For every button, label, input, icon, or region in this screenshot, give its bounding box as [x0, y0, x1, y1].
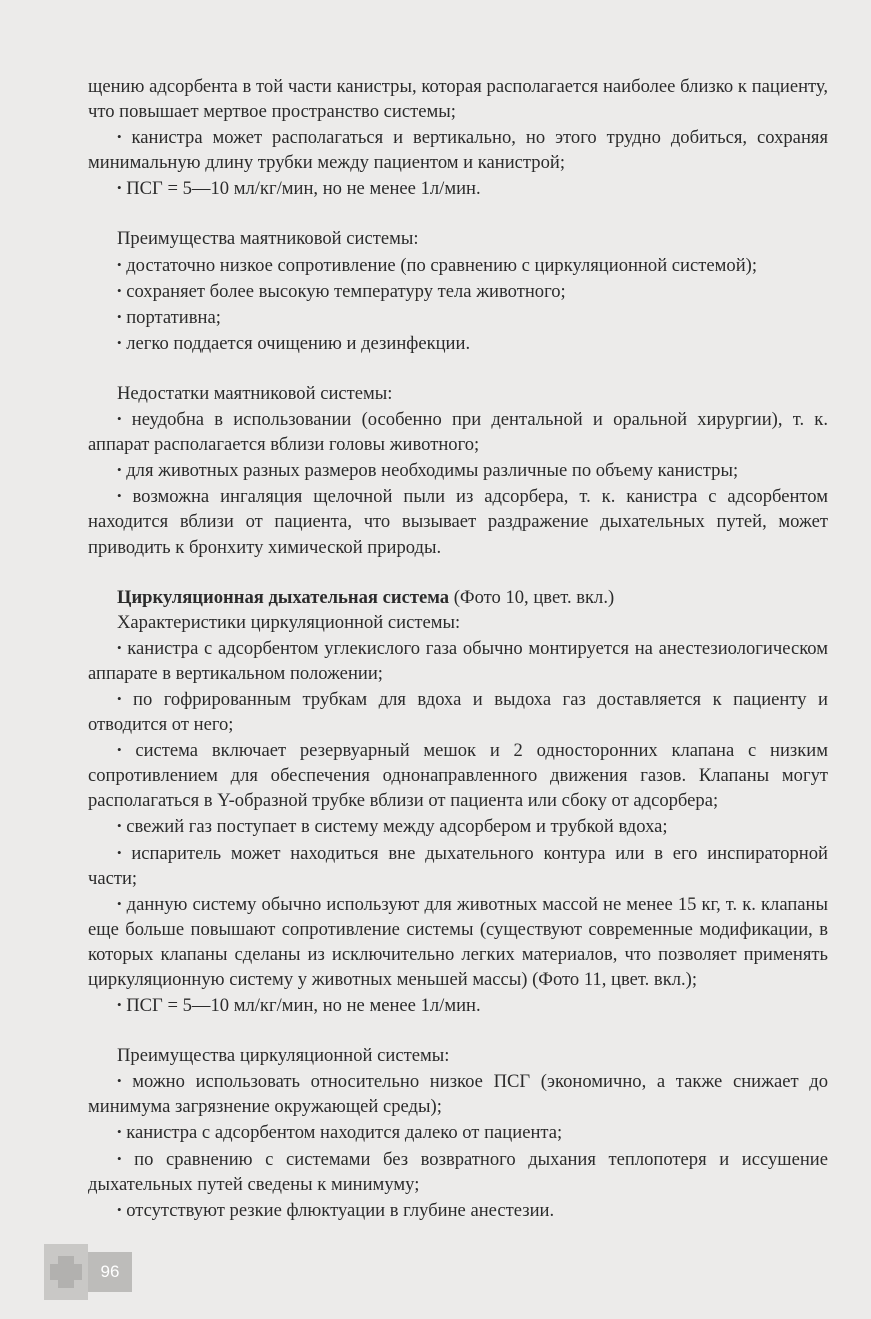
bullet-icon: •: [117, 129, 122, 145]
bullet-item: [88, 457, 828, 483]
page-footer: [44, 1244, 132, 1300]
paragraph-text: достаточно низкое сопротивление (по сравнению с циркуляционной системой);: [126, 254, 758, 276]
paragraph-text: щению адсорбента в той части канистры, которая располагается наиболее близко к пациенту, что повышает мертвое пространство системы;: [88, 76, 828, 123]
page-number: 96: [100, 1262, 120, 1281]
paragraph: [88, 381, 828, 406]
bullet-item: [88, 304, 828, 330]
paragraph-text: по сравнению с системами без возвратного дыхания теплопотеря и иссушение дыхательных путей сведены к минимуму;: [88, 1148, 828, 1195]
paragraph-text: Преимущества циркуляционной системы:: [117, 1045, 450, 1067]
bullet-item: [88, 686, 828, 737]
publisher-logo: [44, 1244, 88, 1300]
bullet-icon: •: [117, 411, 122, 427]
bullet-icon: •: [117, 742, 122, 758]
bullet-icon: •: [117, 462, 122, 478]
bullet-item: [88, 1119, 828, 1145]
paragraph-text: данную систему обычно используют для животных массой не менее 15 кг, т. к. клапаны еще больше повышают сопротивление системы (существуют современные модификации, в которых клапаны сделаны из исключительно легких материалов, что позволяет применять циркуляционную систему у животных меньшей массы) (Фото 11, цвет. вкл.);: [88, 893, 828, 990]
paragraph-text: испаритель может находиться вне дыхательного контура или в его инспираторной части;: [88, 842, 829, 889]
bullet-icon: •: [117, 488, 122, 504]
bullet-icon: •: [117, 818, 122, 834]
paragraph-text: по гофрированным трубкам для вдоха и выдоха газ доставляется к пациенту и отводится от него;: [88, 688, 828, 736]
paragraph-text: Характеристики циркуляционной системы:: [117, 611, 461, 633]
paragraph-text: система включает резервуарный мешок и 2 односторонних клапана с низким сопротивлением для обеспечения однонаправленного движения газов. Клапаны могут располагаться в Y-образной трубке вблизи от пациента или сбоку от адсорбера;: [88, 740, 828, 812]
bullet-icon: •: [117, 1201, 122, 1217]
paragraph-text: для животных разных размеров необходимы различные по объему канистры;: [126, 460, 739, 482]
bullet-item: [88, 406, 828, 457]
paragraph-text: канистра с адсорбентом углекислого газа обычно монтируется на анестезиологическом аппарате в вертикальном положении;: [88, 637, 828, 684]
section-heading-paragraph: [88, 585, 828, 610]
bullet-item: [88, 483, 828, 559]
bullet-icon: •: [117, 308, 122, 324]
bullet-icon: •: [117, 997, 122, 1013]
paragraph-text: портативна;: [126, 306, 221, 328]
paragraph-gap: [88, 356, 828, 381]
paragraph-text: можно использовать относительно низкое ПСГ (экономично, а также снижает до минимума загрязнение окружающей среды);: [88, 1071, 829, 1118]
paragraph-text: сохраняет более высокую температуру тела животного;: [126, 280, 566, 302]
paragraph: [88, 74, 828, 124]
bullet-item: [88, 891, 828, 992]
bullet-icon: •: [117, 844, 122, 860]
bullet-icon: •: [117, 256, 122, 272]
bullet-icon: •: [117, 282, 122, 298]
paragraph-text: Недостатки маятниковой системы:: [117, 382, 393, 404]
bullet-icon: •: [117, 1124, 122, 1140]
bullet-item: [88, 330, 828, 356]
paragraph-text: возможна ингаляция щелочной пыли из адсорбера, т. к. канистра с адсорбентом находится вблизи от пациента, что вызывает раздражение дыхательных путей, может приводить к бронхиту химической природы.: [88, 486, 828, 558]
bullet-item: [88, 992, 828, 1018]
bullet-icon: •: [117, 1150, 122, 1166]
bullet-icon: •: [117, 180, 122, 196]
paragraph-gap: [88, 560, 828, 585]
bullet-icon: •: [117, 639, 122, 655]
bullet-icon: •: [117, 895, 122, 911]
bullet-item: [88, 635, 828, 686]
paragraph: [88, 610, 828, 635]
bullet-item: [88, 737, 828, 813]
page-body: [88, 74, 828, 1223]
paragraph-text: канистра с адсорбентом находится далеко от пациента;: [126, 1122, 563, 1144]
bullet-item: [88, 278, 828, 304]
bullet-item: [88, 124, 828, 175]
paragraph: [88, 226, 828, 251]
paragraph: [88, 1043, 828, 1068]
bullet-item: [88, 1197, 828, 1223]
bullet-item: [88, 1068, 828, 1119]
section-heading: Циркуляционная дыхательная система: [117, 586, 450, 608]
paragraph-text: ПСГ = 5—10 мл/кг/мин, но не менее 1л/мин.: [126, 178, 481, 200]
paragraph-text: легко поддается очищению и дезинфекции.: [126, 332, 471, 354]
paragraph-text: неудобна в использовании (особенно при дентальной и оральной хирургии), т. к. аппарат располагается вблизи головы животного;: [88, 409, 828, 456]
bullet-item: [88, 840, 828, 891]
paragraph-text: Преимущества маятниковой системы:: [117, 228, 419, 250]
paragraph-text: канистра может располагаться и вертикально, но этого трудно добиться, сохраняя минимальную длину трубки между пациентом и канистрой;: [88, 127, 828, 174]
paragraph-gap: [88, 1018, 828, 1043]
paragraph-text: (Фото 10, цвет. вкл.): [449, 586, 615, 608]
bullet-icon: •: [117, 690, 122, 706]
paragraph-gap: [88, 201, 828, 226]
paragraph-text: свежий газ поступает в систему между адсорбером и трубкой вдоха;: [126, 816, 668, 838]
bullet-icon: •: [117, 334, 122, 350]
paragraph-text: ПСГ = 5—10 мл/кг/мин, но не менее 1л/мин.: [126, 995, 481, 1017]
bullet-item: [88, 175, 828, 201]
bullet-icon: •: [117, 1073, 122, 1089]
paragraph-text: отсутствуют резкие флюктуации в глубине анестезии.: [126, 1199, 555, 1221]
bullet-item: [88, 252, 828, 278]
bullet-item: [88, 1146, 828, 1197]
bullet-item: [88, 813, 828, 839]
